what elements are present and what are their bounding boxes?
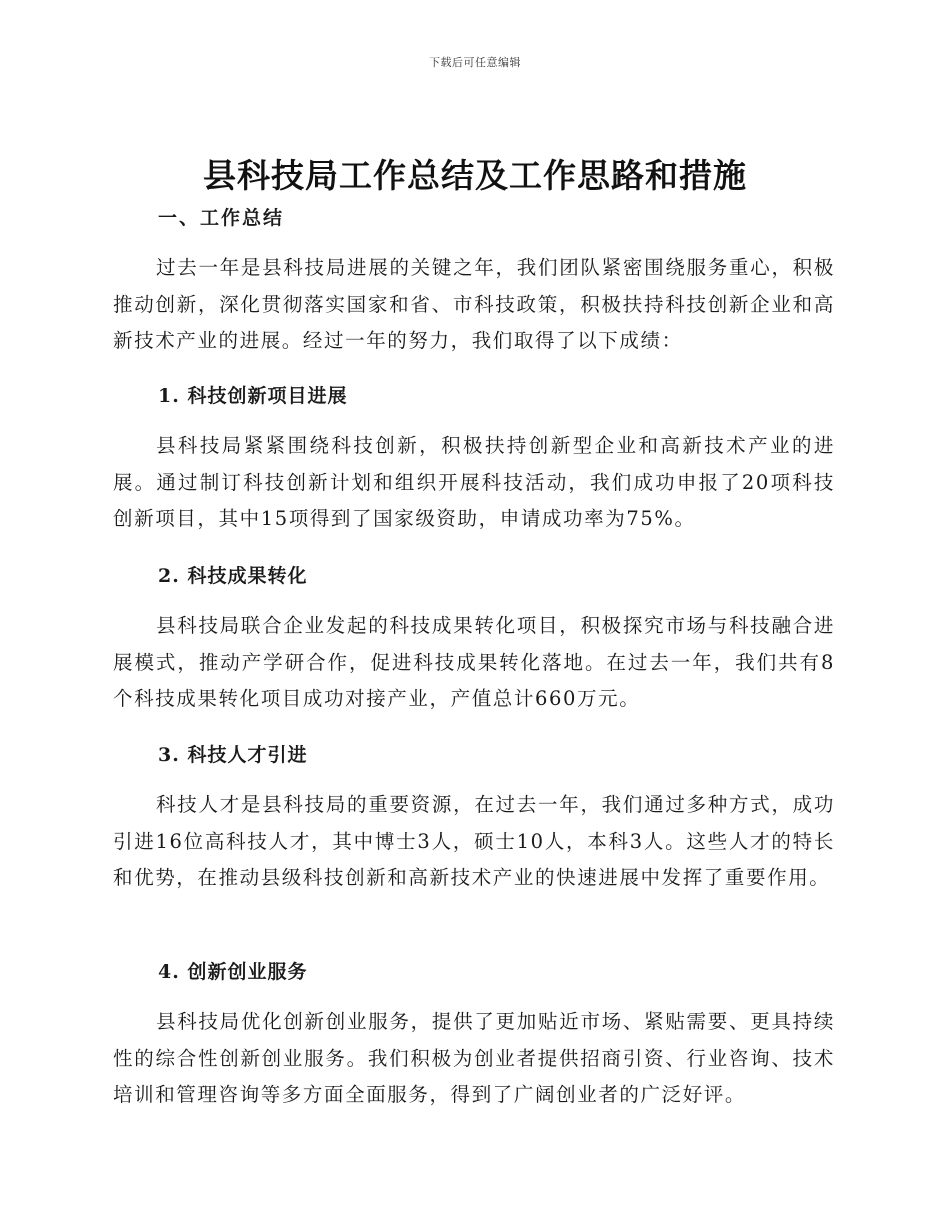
item-heading-entrepreneurship-services: 4. 创新创业服务: [158, 961, 308, 983]
document-title: 县科技局工作总结及工作思路和措施: [203, 156, 747, 195]
item-paragraph-talent-introduction: 科技人才是县科技局的重要资源，在过去一年，我们通过多种方式，成功引进16位高科技人才，其中博士3人，硕士10人，本科3人。这些人才的特长和优势，在推动县级科技创新和高新技术产业的快速进展中发挥了重要作用。: [113, 793, 835, 889]
item-paragraph-achievement-transfer: 县科技局联合企业发起的科技成果转化项目，积极探究市场与科技融合进展模式，推动产学研合作，促进科技成果转化落地。在过去一年，我们共有8个科技成果转化项目成功对接产业，产值总计660万元。: [113, 614, 835, 710]
item-paragraph-innovation-projects: 县科技局紧紧围绕科技创新，积极扶持创新型企业和高新技术产业的进展。通过制订科技创新计划和组织开展科技活动，我们成功申报了20项科技创新项目，其中15项得到了国家级资助，申请成功率为75%。: [113, 434, 835, 530]
header-note: 下载后可任意编辑: [429, 56, 521, 69]
item-heading-talent-introduction: 3. 科技人才引进: [158, 744, 308, 766]
item-heading-innovation-projects: 1. 科技创新项目进展: [158, 385, 348, 407]
item-heading-achievement-transfer: 2. 科技成果转化: [158, 565, 308, 587]
section-heading-work-summary: 一、工作总结: [158, 207, 285, 229]
intro-paragraph: 过去一年是县科技局进展的关键之年，我们团队紧密围绕服务重心，积极推动创新，深化贯彻落实国家和省、市科技政策，积极扶持科技创新企业和高新技术产业的进展。经过一年的努力，我们取得了以下成绩：: [113, 256, 835, 352]
item-paragraph-entrepreneurship-services: 县科技局优化创新创业服务，提供了更加贴近市场、紧贴需要、更具持续性的综合性创新创业服务。我们积极为创业者提供招商引资、行业咨询、技术培训和管理咨询等多方面全面服务，得到了广阔创业者的广泛好评。: [113, 1010, 835, 1106]
